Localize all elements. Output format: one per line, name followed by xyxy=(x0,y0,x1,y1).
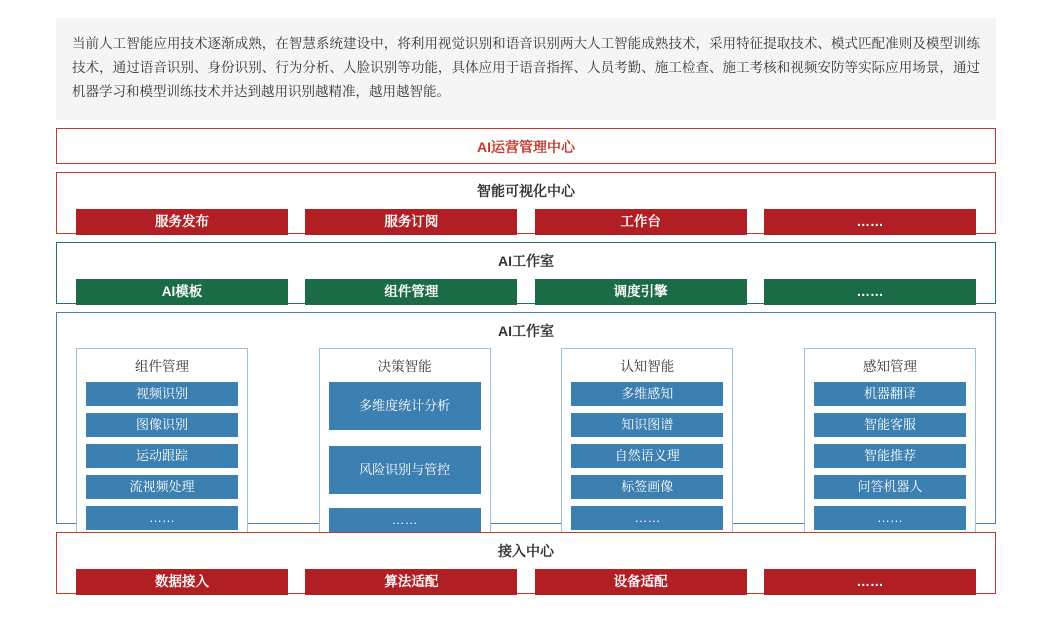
item-stream-video-processing[interactable]: 流视频处理 xyxy=(86,475,238,499)
chip-algorithm-adaptation[interactable]: 算法适配 xyxy=(305,569,517,595)
item-knowledge-graph[interactable]: 知识图谱 xyxy=(571,413,723,437)
item-component-more[interactable]: …… xyxy=(86,506,238,530)
item-perception-more[interactable]: …… xyxy=(814,506,966,530)
chip-ai-studio-more[interactable]: …… xyxy=(764,279,976,305)
chip-service-subscribe[interactable]: 服务订阅 xyxy=(305,209,517,235)
ai-operations-center-title: AI运营管理中心 xyxy=(477,139,575,155)
chip-workbench[interactable]: 工作台 xyxy=(535,209,747,235)
chip-service-publish[interactable]: 服务发布 xyxy=(76,209,288,235)
intro-paragraph: 当前人工智能应用技术逐渐成熟，在智慧系统建设中，将利用视觉识别和语音识别两大人工智能成熟技术，采用特征提取技术、模式匹配准则及模型训练技术，通过语音识别、身份识别、行为分析、人脸识别等功能，具体应用于语音指挥、人员考勤、施工检查、施工考核和视频安防等实际应用场景，通过机器学习和模型训练技术并达到越用识别越精准，越用越智能。 xyxy=(56,18,996,120)
item-label-portrait[interactable]: 标签画像 xyxy=(571,475,723,499)
chip-scheduling-engine[interactable]: 调度引擎 xyxy=(535,279,747,305)
ai-studio-green-title: AI工作室 xyxy=(498,253,554,269)
group-perception-management xyxy=(804,348,976,542)
item-intelligent-recommendation[interactable]: 智能推荐 xyxy=(814,444,966,468)
chip-component-management[interactable]: 组件管理 xyxy=(305,279,517,305)
group-title-component-management: 组件管理 xyxy=(135,359,189,374)
chip-device-adaptation[interactable]: 设备适配 xyxy=(535,569,747,595)
ai-studio-blue-band xyxy=(56,312,996,527)
group-decision-intelligence xyxy=(319,348,491,542)
group-title-cognitive-intelligence: 认知智能 xyxy=(620,359,675,374)
item-video-recognition[interactable]: 视频识别 xyxy=(86,382,238,406)
ai-studio-blue-title: AI工作室 xyxy=(498,323,554,339)
visualization-center-title: 智能可视化中心 xyxy=(477,183,575,199)
access-center-band xyxy=(56,532,996,594)
item-qa-robot[interactable]: 问答机器人 xyxy=(814,475,966,499)
visualization-center-band xyxy=(56,172,996,234)
chip-data-access[interactable]: 数据接入 xyxy=(76,569,288,595)
chip-access-more[interactable]: …… xyxy=(764,569,976,595)
access-center-title: 接入中心 xyxy=(498,543,554,559)
item-natural-language-semantics[interactable]: 自然语义理 xyxy=(571,444,723,468)
item-intelligent-customer-service[interactable]: 智能客服 xyxy=(814,413,966,437)
group-title-decision-intelligence: 决策智能 xyxy=(377,359,432,374)
chip-ai-template[interactable]: AI模板 xyxy=(76,279,288,305)
item-decision-more[interactable]: …… xyxy=(329,508,481,532)
ai-operations-center-band xyxy=(56,128,996,164)
item-motion-tracking[interactable]: 运动跟踪 xyxy=(86,444,238,468)
item-multidimensional-statistical-analysis[interactable]: 多维度统计分析 xyxy=(329,382,481,430)
item-multidimensional-perception[interactable]: 多维感知 xyxy=(571,382,723,406)
ai-studio-green-chip-row xyxy=(57,270,995,317)
visualization-center-chip-row xyxy=(57,200,995,247)
chip-visualization-more[interactable]: …… xyxy=(764,209,976,235)
group-title-perception-management: 感知管理 xyxy=(862,359,917,374)
item-cognitive-more[interactable]: …… xyxy=(571,506,723,530)
group-cognitive-intelligence xyxy=(561,348,733,542)
item-image-recognition[interactable]: 图像识别 xyxy=(86,413,238,437)
group-component-management xyxy=(76,348,248,542)
item-risk-identification-control[interactable]: 风险识别与管控 xyxy=(329,446,481,494)
ai-studio-green-band xyxy=(56,242,996,304)
ai-studio-group-row xyxy=(57,340,995,542)
item-machine-translation[interactable]: 机器翻译 xyxy=(814,382,966,406)
access-center-chip-row xyxy=(57,560,995,607)
